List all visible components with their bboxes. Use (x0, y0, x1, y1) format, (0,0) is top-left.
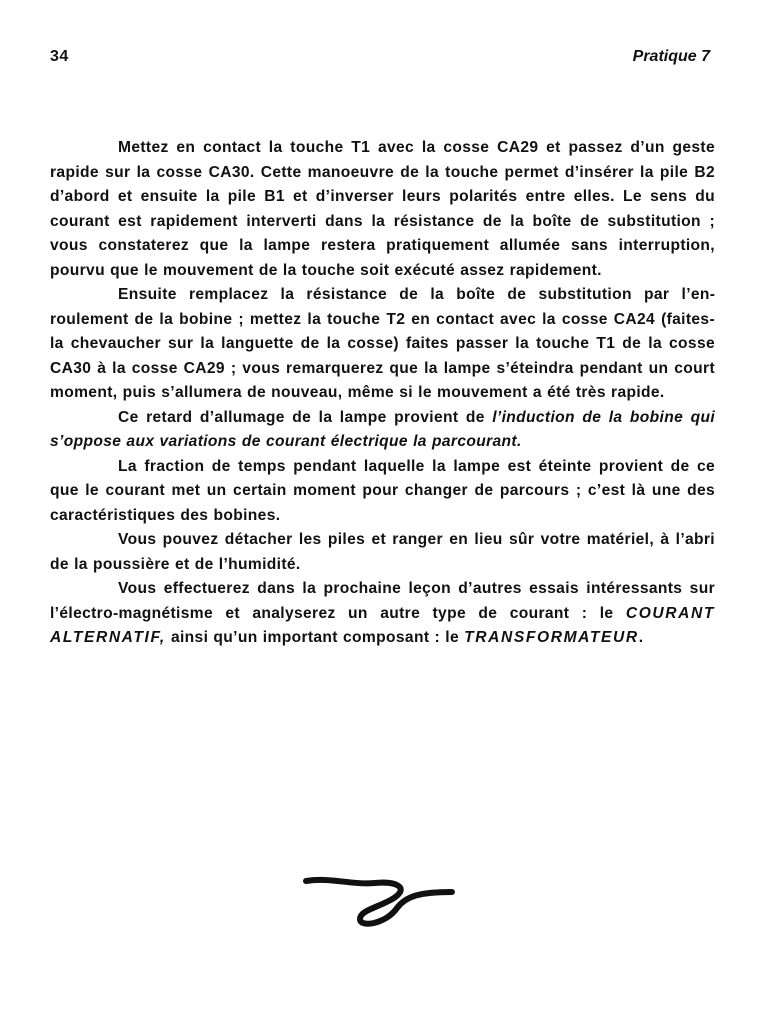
paragraph-6-part1: Vous effectuerez dans la prochaine leçon d’autres essais intéressants sur l’électro-magnétisme et analyserez un autre type de courant : le (50, 580, 715, 622)
paragraph-2: Ensuite remplacez la résistance de la boîte de substitution par l’enroulement de la bobine ; mettez la touche T2 en contact avec la cosse CA24 (faites-la chevaucher sur la languette de la cosse) faites passer la touche T1 de la cosse CA30 à la cosse CA29 ; vous remarquerez que la lampe s’éteindra pendant un court moment, puis s’allumera de nouveau, même si le mouvement a été très rapide. (50, 286, 715, 401)
paragraph-1: Mettez en contact la touche T1 avec la cosse CA29 et passez d’un geste rapide sur la cosse CA30. Cette manoeuvre de la touche permet d’insérer la pile B2 d’abord et ensuite la pile B1 et d’inverser leurs polarités entre elles. Le sens du courant est rapidement interverti dans la résistance de la boîte de substitution ; vous constaterez que la lampe restera pratiquement allumée sans interruption, pourvu que le mouvement de la touche soit exécuté assez rapidement. (50, 139, 715, 279)
body-text (50, 136, 715, 651)
paragraph-6-part2: ainsi qu’un important composant : le (165, 629, 465, 646)
page-number: 34 (50, 48, 69, 65)
paragraph-3 (50, 406, 715, 455)
paragraph-6-term-transformateur: TRANSFORMATEUR (464, 629, 639, 646)
running-head: Pratique 7 (632, 48, 710, 65)
paragraph-3-lead: Ce retard d’allumage de la lampe provient de (118, 408, 493, 426)
paragraph-4: La fraction de temps pendant laquelle la lampe est éteinte provient de ce que le courant met un certain moment pour changer de parcours ; c’est là une des caractéristiques des bobines. (50, 457, 715, 524)
paragraph-5: Vous pouvez détacher les piles et ranger en lieu sûr votre matériel, à l’abri de la poussière et de l’humidité. (50, 531, 715, 573)
paragraph-6 (50, 577, 715, 651)
paragraph-6-end: . (638, 629, 644, 646)
paragraph-3-emphasis: l’induction de la bobine qui s’oppose aux variations de courant électrique la parcourant. (50, 408, 715, 450)
end-of-lesson-flourish-icon (300, 862, 460, 932)
paragraph-6-term-courant-alternatif: COURANT ALTERNATIF, (50, 604, 715, 646)
